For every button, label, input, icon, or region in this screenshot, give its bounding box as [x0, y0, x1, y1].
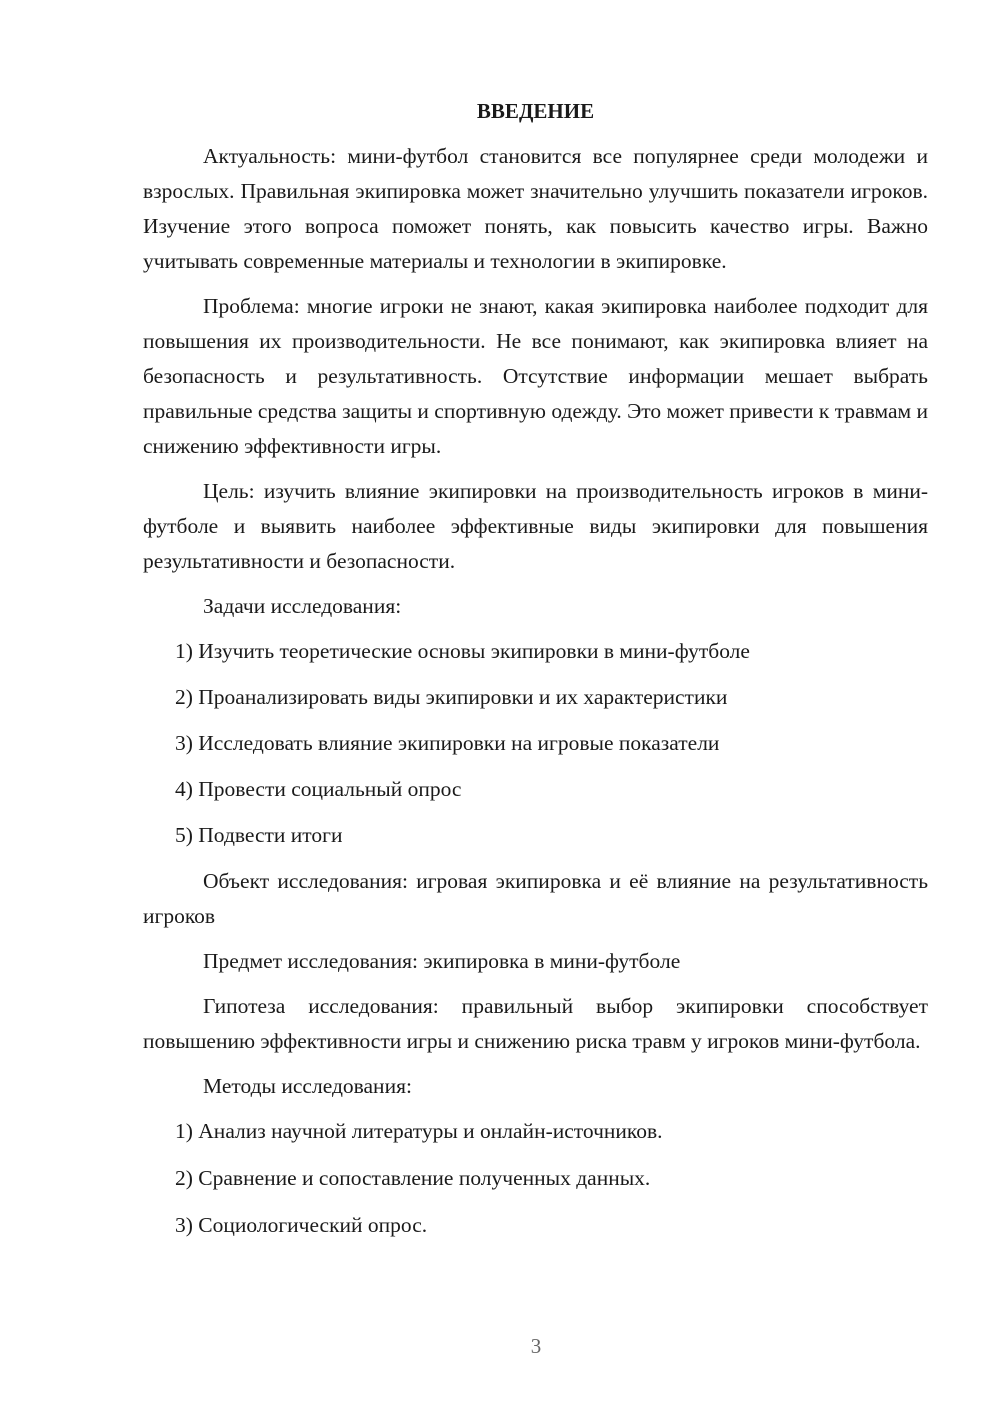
- list-item: 2) Сравнение и сопоставление полученных данных.: [175, 1166, 651, 1190]
- methods-label: Методы исследования:: [203, 1074, 412, 1098]
- list-item: 4) Провести социальный опрос: [175, 777, 462, 801]
- methods-list: [143, 1114, 928, 1243]
- subject-paragraph: Предмет исследования: экипировка в мини-футболе: [203, 949, 681, 973]
- list-item: 2) Проанализировать виды экипировки и их характеристики: [175, 685, 728, 709]
- relevance-paragraph: Актуальность: мини-футбол становится все популярнее среди молодежи и взрослых. Правильная экипировка может значительно улучшить показатели игроков. Изучение этого вопроса поможет понять, как повысить качество игры. Важно учитывать современные материалы и технологии в экипировке.: [143, 144, 928, 273]
- list-item: 5) Подвести итоги: [175, 823, 343, 847]
- page-number: 3: [530, 1334, 542, 1358]
- list-item: 1) Изучить теоретические основы экипировки в мини-футболе: [175, 639, 750, 663]
- section-title: ВВЕДЕНИЕ: [476, 99, 595, 123]
- tasks-list: [143, 634, 928, 853]
- tasks-label: Задачи исследования:: [203, 594, 402, 618]
- hypothesis-paragraph: Гипотеза исследования: правильный выбор экипировки способствует повышению эффективности игры и снижению риска травм у игроков мини-футбола.: [143, 994, 928, 1053]
- page-content: [143, 96, 928, 1255]
- object-paragraph: Объект исследования: игровая экипировка и её влияние на результативность игроков: [143, 869, 928, 928]
- problem-paragraph: Проблема: многие игроки не знают, какая экипировка наиболее подходит для повышения их производительности. Не все понимают, как экипировка влияет на безопасность и результативность. Отсутствие информации мешает выбрать правильные средства защиты и спортивную одежду. Это может привести к травмам и снижению эффективности игры.: [143, 294, 928, 458]
- list-item: 1) Анализ научной литературы и онлайн-источников.: [175, 1119, 663, 1143]
- goal-paragraph: Цель: изучить влияние экипировки на производительность игроков в мини-футболе и выявить наиболее эффективные виды экипировки для повышения результативности и безопасности.: [143, 479, 928, 573]
- list-item: 3) Социологический опрос.: [175, 1213, 428, 1237]
- list-item: 3) Исследовать влияние экипировки на игровые показатели: [175, 731, 720, 755]
